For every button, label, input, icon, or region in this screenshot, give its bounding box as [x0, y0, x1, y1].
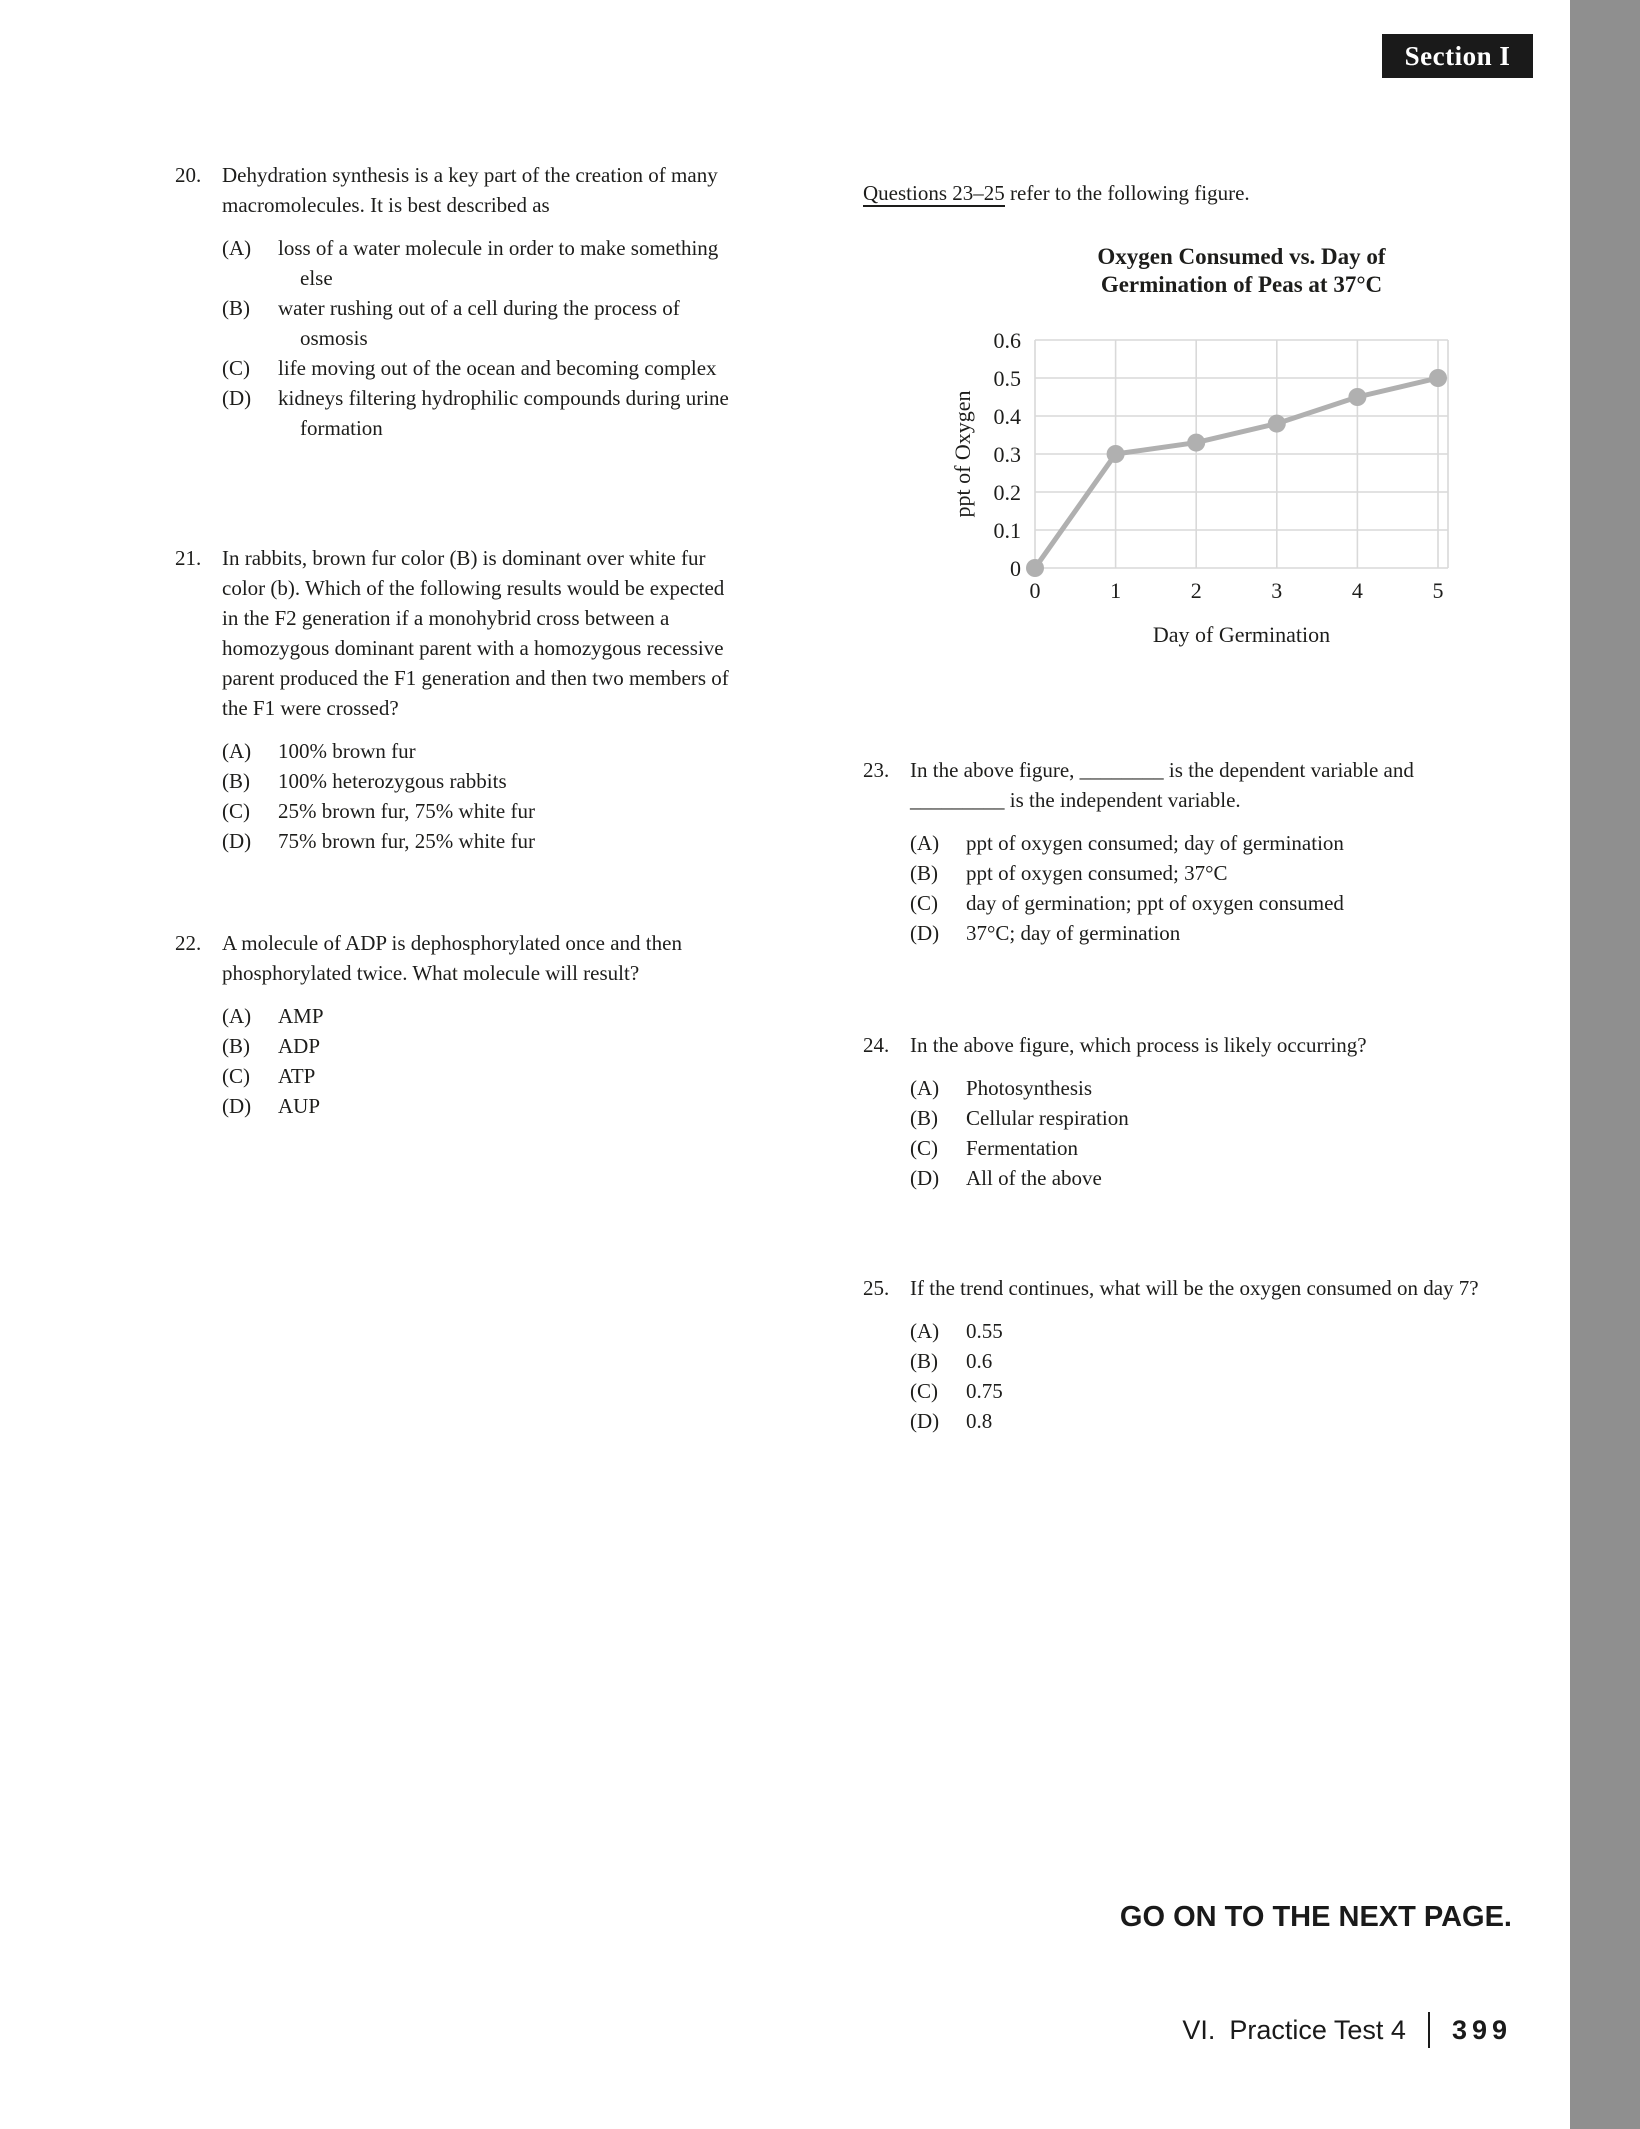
option-text: Cellular respiration	[966, 1106, 1129, 1130]
answer-options	[863, 1316, 1483, 1436]
option-a	[910, 1073, 1483, 1103]
option-text: life moving out of the ocean and becoming complex	[278, 356, 717, 380]
question-number: 21.	[175, 546, 202, 570]
question-number: 24.	[863, 1033, 890, 1057]
option-letter: (B)	[222, 296, 250, 320]
answer-options	[175, 233, 740, 443]
option-c	[910, 1376, 1483, 1406]
option-letter: (A)	[222, 1004, 252, 1028]
option-text: day of germination; ppt of oxygen consumed	[966, 891, 1344, 915]
option-letter: (D)	[910, 921, 940, 945]
svg-text:0.6: 0.6	[993, 330, 1021, 353]
option-text: 75% brown fur, 25% white fur	[278, 829, 535, 853]
option-d	[222, 826, 740, 856]
svg-text:5: 5	[1432, 578, 1444, 603]
option-b	[910, 1346, 1483, 1376]
option-a	[222, 233, 740, 293]
footer-volume: VI.	[1182, 2014, 1216, 2045]
option-letter: (C)	[222, 799, 250, 823]
option-text: 100% heterozygous rabbits	[278, 769, 507, 793]
option-text: 100% brown fur	[278, 739, 416, 763]
svg-text:0.5: 0.5	[993, 366, 1021, 391]
question-number: 25.	[863, 1276, 890, 1300]
question-20	[175, 160, 740, 443]
option-text: 0.55	[966, 1319, 1003, 1343]
question-number: 22.	[175, 931, 202, 955]
figure-intro-rest: refer to the following figure.	[1004, 181, 1250, 205]
question-text: In rabbits, brown fur color (B) is dominant over white fur color (b). Which of the following results would be expected in the F2 generation if a monohybrid cross between a homozygous dominant parent with a homozygous recessive parent produced the F1 generation and then two members of the F1 were crossed?	[222, 546, 729, 720]
option-a	[910, 1316, 1483, 1346]
option-text: Fermentation	[966, 1136, 1078, 1160]
chart-title-line1: Oxygen Consumed vs. Day of	[1097, 244, 1386, 269]
svg-text:3: 3	[1271, 578, 1283, 603]
option-letter: (B)	[222, 1034, 250, 1058]
option-a	[222, 736, 740, 766]
option-d	[910, 918, 1483, 948]
question-text: If the trend continues, what will be the oxygen consumed on day 7?	[910, 1276, 1479, 1300]
question-22	[175, 928, 740, 1121]
go-on-instruction: GO ON TO THE NEXT PAGE.	[1119, 1901, 1512, 1933]
option-letter: (A)	[910, 1076, 940, 1100]
answer-options	[175, 1001, 740, 1121]
option-text: ppt of oxygen consumed; day of germination	[966, 831, 1344, 855]
question-24	[863, 1030, 1483, 1193]
question-text: Dehydration synthesis is a key part of the creation of many macromolecules. It is best described as	[222, 163, 718, 217]
page-edge-gray-bar	[1570, 0, 1640, 2129]
section-badge	[1382, 34, 1533, 78]
figure-intro-range: Questions 23–25	[863, 181, 1005, 205]
option-c	[910, 1133, 1483, 1163]
option-text: ATP	[278, 1064, 316, 1088]
svg-text:Day of Germination: Day of Germination	[1152, 622, 1331, 647]
option-letter: (C)	[910, 1136, 938, 1160]
svg-text:ppt of Oxygen: ppt of Oxygen	[950, 390, 975, 518]
book-footer	[1182, 2012, 1512, 2048]
option-letter: (A)	[222, 739, 252, 763]
svg-text:4: 4	[1351, 578, 1363, 603]
footer-title: Practice Test 4	[1229, 2014, 1406, 2045]
option-letter: (D)	[910, 1409, 940, 1433]
option-letter: (C)	[910, 891, 938, 915]
oxygen-line-chart	[940, 330, 1460, 665]
option-letter: (B)	[910, 1106, 938, 1130]
option-d	[910, 1406, 1483, 1436]
option-c	[222, 796, 740, 826]
option-letter: (C)	[222, 1064, 250, 1088]
svg-text:0.2: 0.2	[993, 480, 1021, 505]
option-letter: (C)	[910, 1379, 938, 1403]
option-letter: (D)	[222, 1094, 252, 1118]
option-letter: (B)	[910, 1349, 938, 1373]
option-text: AMP	[278, 1004, 324, 1028]
question-21	[175, 543, 740, 856]
question-number: 20.	[175, 163, 202, 187]
option-b	[222, 766, 740, 796]
chart-canvas	[940, 330, 1460, 665]
option-b	[222, 1031, 740, 1061]
option-letter: (B)	[222, 769, 250, 793]
option-text: Photosynthesis	[966, 1076, 1093, 1100]
question-25	[863, 1273, 1483, 1436]
option-letter: (D)	[222, 386, 252, 410]
svg-text:0.4: 0.4	[993, 404, 1021, 429]
question-text: In the above figure, ________ is the dependent variable and _________ is the independent variable.	[910, 758, 1414, 812]
footer-page-number: 399	[1451, 2014, 1512, 2045]
answer-options	[175, 736, 740, 856]
option-text: ppt of oxygen consumed; 37°C	[966, 861, 1228, 885]
option-letter: (A)	[222, 236, 252, 260]
footer-divider	[1428, 2012, 1430, 2048]
option-text: 0.8	[966, 1409, 993, 1433]
question-23	[863, 755, 1483, 948]
section-badge-label: Section I	[1404, 40, 1511, 71]
option-c	[222, 353, 740, 383]
option-text: kidneys filtering hydrophilic compounds during urine formation	[278, 386, 729, 440]
option-d	[910, 1163, 1483, 1193]
option-b	[222, 293, 740, 353]
option-a	[222, 1001, 740, 1031]
option-d	[222, 1091, 740, 1121]
question-text: A molecule of ADP is dephosphorylated once and then phosphorylated twice. What molecule will result?	[222, 931, 682, 985]
option-text: All of the above	[966, 1166, 1102, 1190]
option-c	[222, 1061, 740, 1091]
option-text: loss of a water molecule in order to make something else	[278, 236, 719, 290]
option-letter: (D)	[222, 829, 252, 853]
svg-text:0: 0	[1029, 578, 1041, 603]
figure-intro	[863, 178, 1250, 208]
option-letter: (B)	[910, 861, 938, 885]
option-b	[910, 858, 1483, 888]
option-text: 37°C; day of germination	[966, 921, 1181, 945]
option-letter: (D)	[910, 1166, 940, 1190]
option-letter: (A)	[910, 831, 940, 855]
option-a	[910, 828, 1483, 858]
answer-options	[863, 1073, 1483, 1193]
question-number: 23.	[863, 758, 890, 782]
option-c	[910, 888, 1483, 918]
svg-text:2: 2	[1190, 578, 1202, 603]
svg-text:1: 1	[1110, 578, 1122, 603]
option-text: AUP	[278, 1094, 321, 1118]
svg-text:0: 0	[1010, 556, 1021, 581]
option-text: water rushing out of a cell during the process of osmosis	[278, 296, 680, 350]
option-text: 0.6	[966, 1349, 993, 1373]
svg-text:0.3: 0.3	[993, 442, 1021, 467]
option-letter: (C)	[222, 356, 250, 380]
chart-title-line2: Germination of Peas at 37°C	[1100, 272, 1383, 297]
svg-text:0.1: 0.1	[993, 518, 1021, 543]
option-text: ADP	[278, 1034, 321, 1058]
answer-options	[863, 828, 1483, 948]
chart-title	[1035, 243, 1448, 299]
question-text: In the above figure, which process is likely occurring?	[910, 1033, 1367, 1057]
option-b	[910, 1103, 1483, 1133]
option-d	[222, 383, 740, 443]
option-text: 0.75	[966, 1379, 1003, 1403]
option-letter: (A)	[910, 1319, 940, 1343]
option-text: 25% brown fur, 75% white fur	[278, 799, 535, 823]
